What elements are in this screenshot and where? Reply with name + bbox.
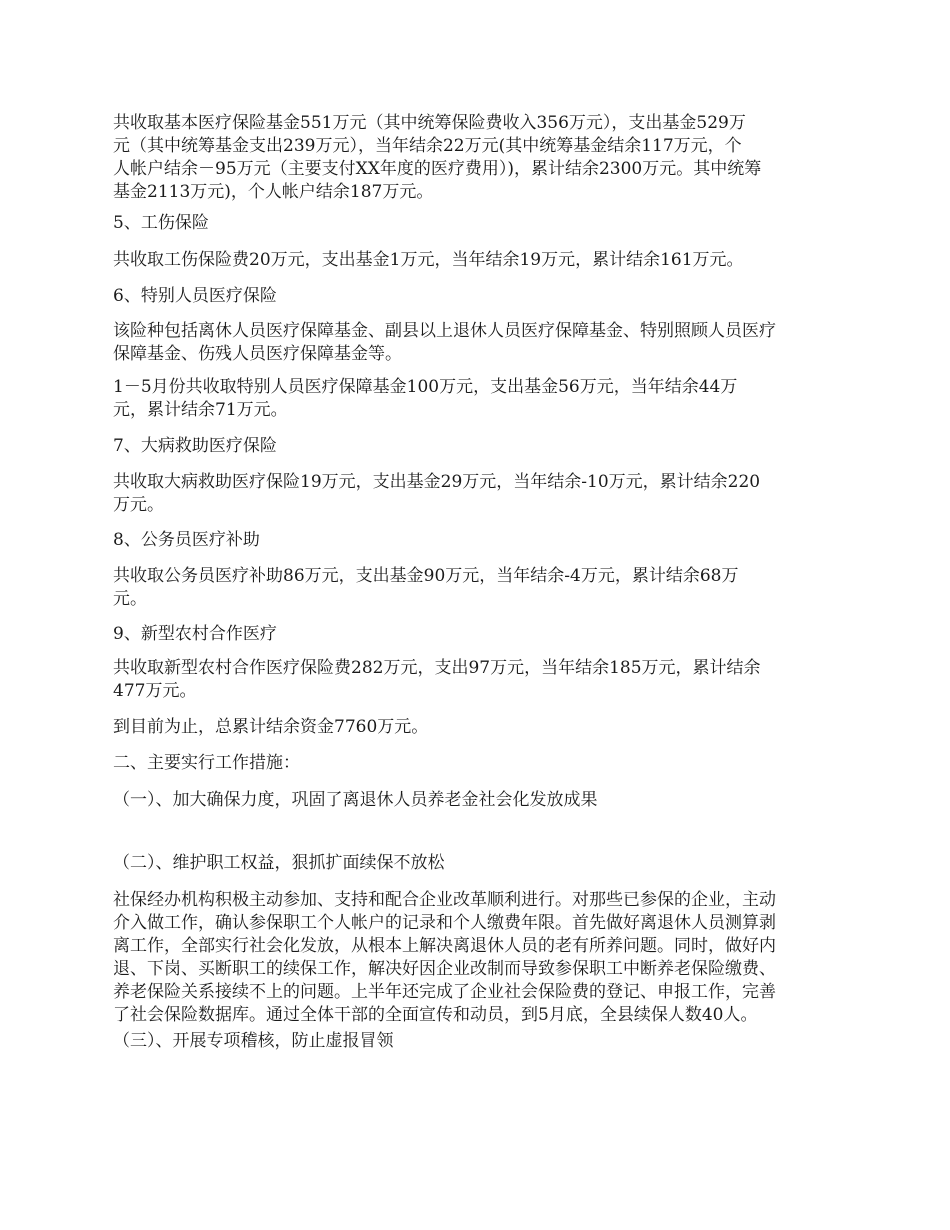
text-line: 保障基金、伤残人员医疗保障基金等。 xyxy=(113,344,402,364)
text-line: 8、公务员医疗补助 xyxy=(113,530,260,550)
text-line: 5、工伤保险 xyxy=(113,213,209,233)
text-line: 该险种包括离休人员医疗保障基金、副县以上退休人员医疗保障基金、特别照顾人员医疗 xyxy=(113,321,776,341)
text-line: 6、特别人员医疗保险 xyxy=(113,286,277,306)
paragraph xyxy=(113,435,843,458)
text-line: 元（其中统筹基金支出239万元），当年结余22万元(其中统筹基金结余117万元，个 xyxy=(113,136,742,156)
paragraph xyxy=(113,249,843,272)
text-line: 元。 xyxy=(113,589,147,609)
text-line: （二）、维护职工权益，狠抓扩面续保不放松 xyxy=(113,853,445,873)
paragraph xyxy=(113,565,843,611)
paragraph xyxy=(113,752,843,775)
text-line: 基金2113万元)，个人帐户结余187万元。 xyxy=(113,182,434,202)
text-line: 人帐户结余－95万元（主要支付XX年度的医疗费用）)，累计结余2300万元。其中统筹 xyxy=(113,159,762,179)
paragraph xyxy=(113,789,843,812)
paragraph xyxy=(113,112,843,204)
paragraph xyxy=(113,471,843,517)
text-line: 介入做工作，确认参保职工个人帐户的记录和个人缴费年限。首先做好离退休人员测算剥 xyxy=(113,913,776,933)
text-line: 共收取大病救助医疗保险19万元，支出基金29万元，当年结余-10万元，累计结余220 xyxy=(113,472,761,492)
paragraph xyxy=(113,376,843,422)
paragraph xyxy=(113,1030,843,1053)
text-line: 1－5月份共收取特别人员医疗保障基金100万元，支出基金56万元，当年结余44万 xyxy=(113,377,738,397)
paragraph xyxy=(113,716,843,739)
text-line: 9、新型农村合作医疗 xyxy=(113,624,277,644)
text-line: 共收取基本医疗保险基金551万元（其中统筹保险费收入356万元），支出基金529万 xyxy=(113,113,746,133)
text-line: 社保经办机构积极主动参加、支持和配合企业改革顺利进行。对那些已参保的企业，主动 xyxy=(113,890,776,910)
text-line: 二、主要实行工作措施： xyxy=(113,753,300,773)
text-line: 元，累计结余71万元。 xyxy=(113,400,288,420)
paragraph xyxy=(113,285,843,308)
paragraph xyxy=(113,889,843,1027)
text-line: 共收取新型农村合作医疗保险费282万元，支出97万元，当年结余185万元，累计结余 xyxy=(113,658,761,678)
text-line: 477万元。 xyxy=(113,681,197,701)
text-line: （三）、开展专项稽核，防止虚报冒领 xyxy=(113,1031,394,1051)
paragraph xyxy=(113,529,843,552)
paragraph xyxy=(113,852,843,875)
text-line: 离工作，全部实行社会化发放，从根本上解决离退休人员的老有所养问题。同时，做好内 xyxy=(113,936,776,956)
text-line: 7、大病救助医疗保险 xyxy=(113,436,277,456)
text-line: 共收取工伤保险费20万元，支出基金1万元，当年结余19万元，累计结余161万元。 xyxy=(113,250,744,270)
paragraph xyxy=(113,623,843,646)
text-line: 退、下岗、买断职工的续保工作，解决好因企业改制而导致参保职工中断养老保险缴费、 xyxy=(113,959,776,979)
text-line: 了社会保险数据库。通过全体干部的全面宣传和动员，到5月底，全县续保人数40人。 xyxy=(113,1005,758,1025)
text-line: 养老保险关系接续不上的问题。上半年还完成了企业社会保险费的登记、申报工作，完善 xyxy=(113,982,776,1002)
paragraph xyxy=(113,657,843,703)
text-line: 万元。 xyxy=(113,495,164,515)
paragraph xyxy=(113,320,843,366)
paragraph xyxy=(113,212,843,235)
text-line: （一）、加大确保力度，巩固了离退休人员养老金社会化发放成果 xyxy=(113,790,598,810)
text-line: 到目前为止，总累计结余资金7760万元。 xyxy=(113,717,429,737)
text-line: 共收取公务员医疗补助86万元，支出基金90万元，当年结余-4万元，累计结余68万 xyxy=(113,566,739,586)
